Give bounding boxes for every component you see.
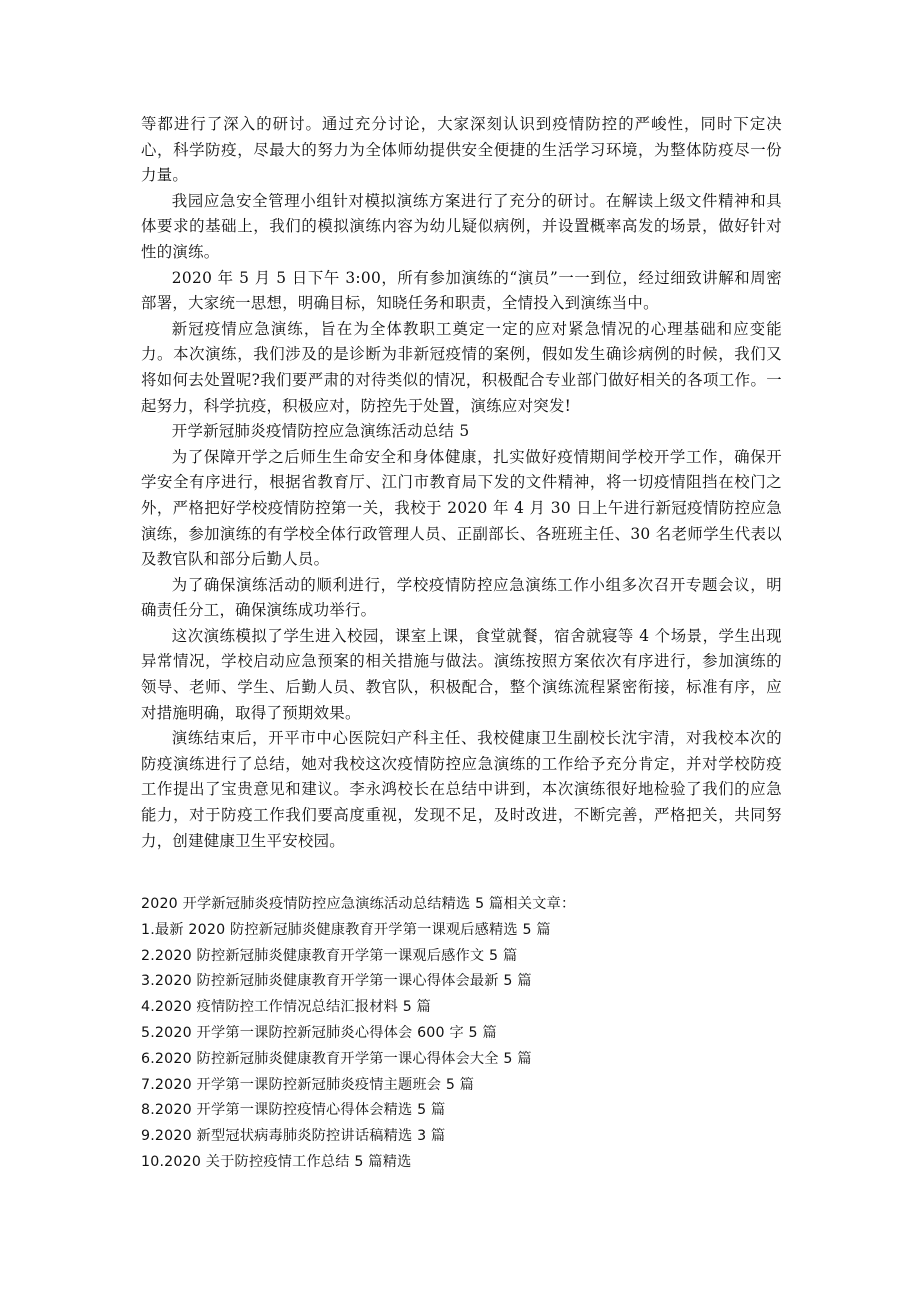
paragraph-drill-scenarios: 这次演练模拟了学生进入校园，课室上课，食堂就餐，宿舍就寝等 4 个场景，学生出现异常情况，学校启动应急预案的相关措施与做法。演练按照方案依次有序进行，参加演练的领导、老师、学生、后勤人员、教官队，积极配合，整个演练流程紧密衔接，标准有序，应对措施明确，取得了预期效果。: [141, 626, 782, 722]
related-articles-list: [141, 918, 782, 1176]
related-article-link-1[interactable]: 1.最新 2020 防控新冠肺炎健康教育开学第一课观后感精选 5 篇: [141, 921, 551, 938]
related-article-link-6[interactable]: 6.2020 防控新冠肺炎健康教育开学第一课心得体会大全 5 篇: [141, 1050, 532, 1067]
related-article-link-3[interactable]: 3.2020 防控新冠肺炎健康教育开学第一课心得体会最新 5 篇: [141, 973, 532, 990]
related-article-link-9[interactable]: 9.2020 新型冠状病毒肺炎防控讲话稿精选 3 篇: [141, 1128, 446, 1145]
article-body: [141, 112, 782, 854]
related-articles: [141, 892, 782, 1176]
paragraph-drill-conclusion: 演练结束后，开平市中心医院妇产科主任、我校健康卫生副校长沈宇清，对我校本次的防疫演练进行了总结，她对我校这次疫情防控应急演练的工作给予充分肯定，并对学校防疫工作提出了宝贵意见和建议。李永鸿校长在总结中讲到，本次演练很好地检验了我们的应急能力，对于防疫工作我们要高度重视，发现不足，及时改进，不断完善，严格把关，共同努力，创建健康卫生平安校园。: [141, 729, 782, 850]
related-article-link-5[interactable]: 5.2020 开学第一课防控新冠肺炎心得体会 600 字 5 篇: [141, 1024, 497, 1041]
related-article-link-7[interactable]: 7.2020 开学第一课防控新冠肺炎疫情主题班会 5 篇: [141, 1076, 475, 1093]
paragraph-drill-purpose: 新冠疫情应急演练，旨在为全体教职工奠定一定的应对紧急情况的心理基础和应变能力。本次演练，我们涉及的是诊断为非新冠疫情的案例，假如发生确诊病例的时候，我们又将如何去处置呢?我们要严肃的对待类似的情况，积极配合专业部门做好相关的各项工作。一起努力，科学抗疫，积极应对，防控先于处置，演练应对突发!: [141, 319, 782, 415]
related-articles-title: 2020 开学新冠肺炎疫情防控应急演练活动总结精选 5 篇相关文章：: [141, 896, 576, 912]
related-article-link-10[interactable]: 10.2020 关于防控疫情工作总结 5 篇精选: [141, 1153, 412, 1170]
related-article-link-8[interactable]: 8.2020 开学第一课防控疫情心得体会精选 5 篇: [141, 1102, 446, 1119]
related-article-link-4[interactable]: 4.2020 疫情防控工作情况总结汇报材料 5 篇: [141, 999, 432, 1016]
paragraph-drill-planning: 我园应急安全管理小组针对模拟演练方案进行了充分的研讨。在解读上级文件精神和具体要求的基础上，我们的模拟演练内容为幼儿疑似病例，并设置概率高发的场景，做好针对性的演练。: [141, 191, 782, 261]
section-heading-summary-5: 开学新冠肺炎疫情防控应急演练活动总结 5: [171, 422, 470, 441]
paragraph-drill-preparation: 为了确保演练活动的顺利进行，学校疫情防控应急演练工作小组多次召开专题会议，明确责任分工，确保演练成功举行。: [141, 575, 782, 620]
paragraph-discussion-result: 等都进行了深入的研讨。通过充分讨论，大家深刻认识到疫情防控的严峻性，同时下定决心，科学防疫，尽最大的努力为全体师幼提供安全便捷的生活学习环境，为整体防疫尽一份力量。: [141, 115, 782, 185]
paragraph-drill-start: 2020 年 5 月 5 日下午 3:00，所有参加演练的“演员”一一到位，经过细致讲解和周密部署，大家统一思想，明确目标，知晓任务和职责，全情投入到演练当中。: [141, 268, 782, 313]
paragraph-school-drill-intro: 为了保障开学之后师生生命安全和身体健康，扎实做好疫情期间学校开学工作，确保开学安全有序进行，根据省教育厅、江门市教育局下发的文件精神，将一切疫情阻挡在校门之外，严格把好学校疫情防控第一关，我校于 2020 年 4 月 30 日上午进行新冠疫情防控应急演练，参加演练的有学校全体行政管理人员、正副部长、各班班主任、30 名老师学生代表以及教官队和部分后勤人员。: [141, 447, 782, 569]
related-article-link-2[interactable]: 2.2020 防控新冠肺炎健康教育开学第一课观后感作文 5 篇: [141, 947, 518, 964]
